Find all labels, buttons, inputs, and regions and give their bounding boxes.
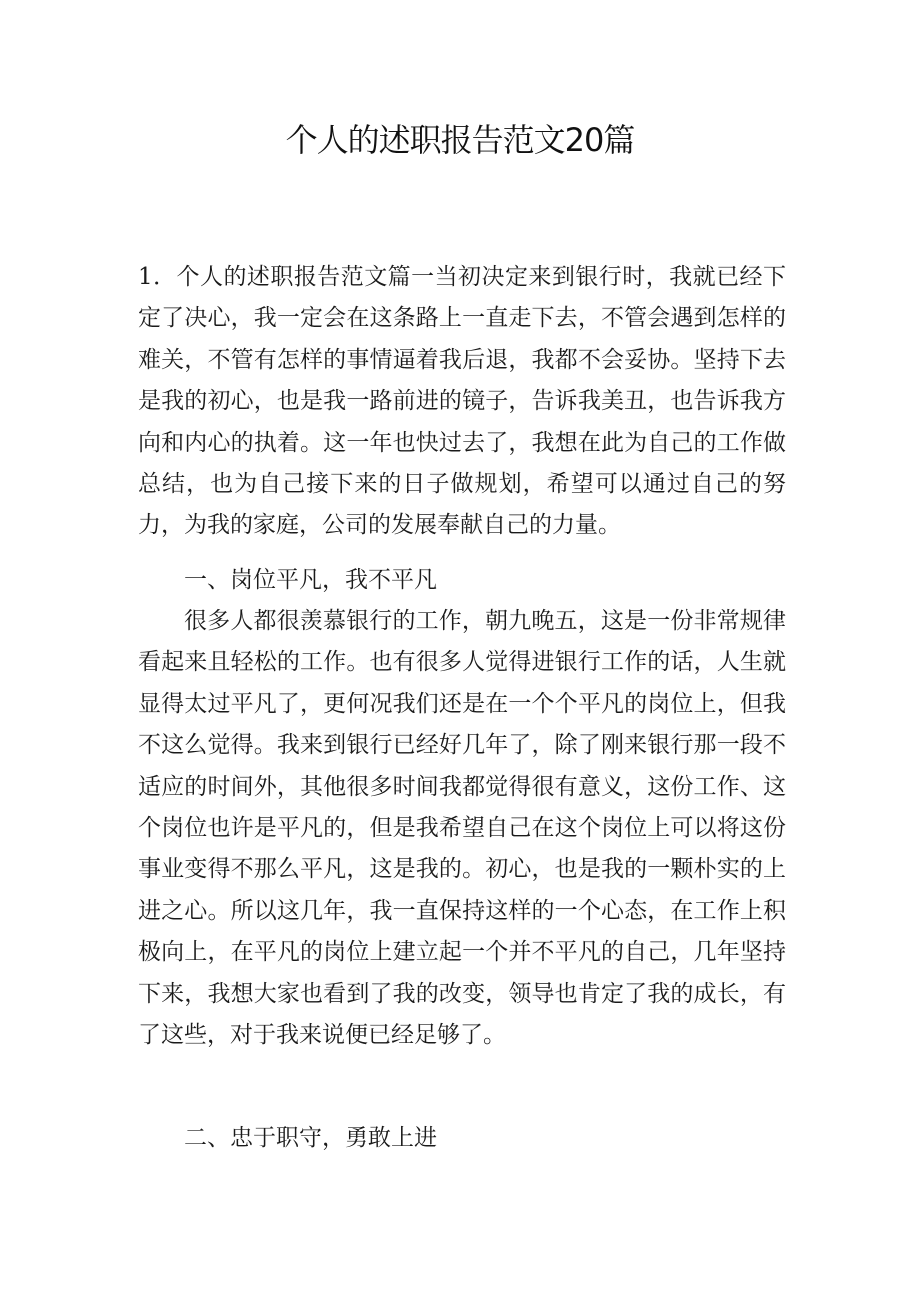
intro-paragraph: 1．个人的述职报告范文篇一当初决定来到银行时，我就已经下定了决心，我一定会在这条路上一直走下去，不管会遇到怎样的难关，不管有怎样的事情逼着我后退，我都不会妥协。坚持下去是我的初心，也是我一路前进的镜子，告诉我美丑，也告诉我方向和内心的执着。这一年也快过去了，我想在此为自己的工作做总结，也为自己接下来的日子做规划，希望可以通过自己的努力，为我的家庭，公司的发展奉献自己的力量。 [138,264,786,539]
document-title: 个人的述职报告范文20篇 [285,121,635,159]
section-1-paragraph: 很多人都很羡慕银行的工作，朝九晚五，这是一份非常规律看起来且轻松的工作。也有很多人觉得进银行工作的话，人生就显得太过平凡了，更何况我们还是在一个个平凡的岗位上，但我不这么觉得。我来到银行已经好几年了，除了刚来银行那一段不适应的时间外，其他很多时间我都觉得很有意义，这份工作、这个岗位也许是平凡的，但是我希望自己在这个岗位上可以将这份事业变得不那么平凡，这是我的。初心，也是我的一颗朴实的上进之心。所以这几年，我一直保持这样的一个心态，在工作上积极向上，在平凡的岗位上建立起一个并不平凡的自己，几年坚持下来，我想大家也看到了我的改变，领导也肯定了我的成长，有了这些，对于我来说便已经足够了。 [138,608,786,1049]
section-heading-1: 一、岗位平凡，我不平凡 [184,567,437,593]
section-heading-2: 二、忠于职守，勇敢上进 [184,1125,437,1151]
